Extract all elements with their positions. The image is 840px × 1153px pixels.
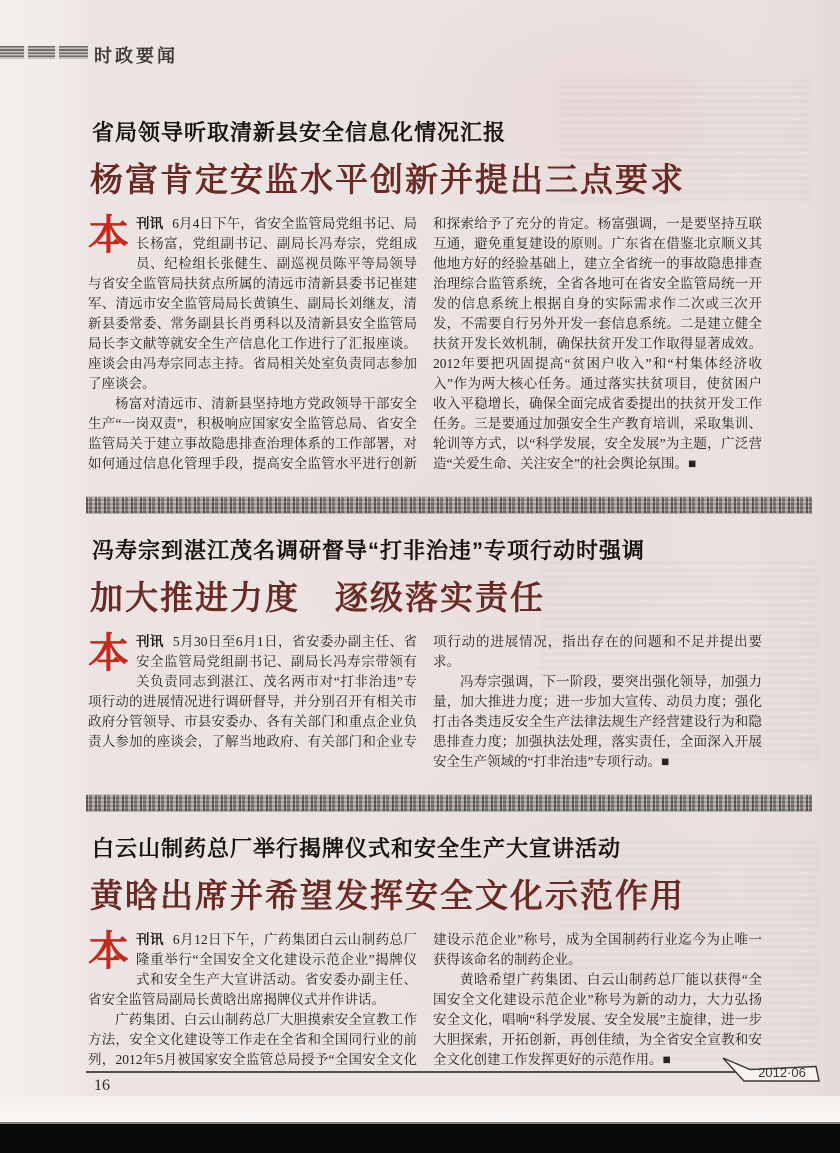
page-number: 16 [94, 1077, 110, 1094]
article-kicker: 白云山制药总厂举行揭牌仪式和安全生产大宣讲活动 [92, 836, 622, 861]
issue-tab [722, 1056, 824, 1084]
article-paragraph [88, 930, 417, 1010]
section-divider [86, 496, 812, 514]
article-body [88, 930, 762, 1070]
article-paragraph: 杨富对清远市、清新县坚持地方党政领导干部安全生产“一岗双责”，积极响应国家安全监管总局、省安全监管局关于建立事故隐患排查治理体系的工作部署，对如何通过信息化管理手段，提高安全监管水平进行创新和探索给予了充分的肯定。杨富强调，一是要坚持互联互通，避免重复建设的原则。广东省在借鉴北京顺义其他地方好的经验基础上，建立全省统一的事故隐患排查治理综合监管系统，全省各地可在省安全监管局统一开发的信息系统上根据自身的实际需求作二次或三次开发，不需要自行另外开发一套信息系统。二是建立健全扶贫开发长效机制，确保扶贫开发工作取得显著成效。2012年要把巩固提高“贫困户收入”和“村集体经济收入”作为两大核心任务。通过落实扶贫项目，使贫困户收入平稳增长，确保全面完成省委提出的扶贫开发工作任务。三是要通过加强安全生产教育培训，采取集训、轮训等方式，以“科学发展，安全发展”为主题，广泛营造“关爱生命、关注安全”的社会舆论氛围。■ [88, 216, 762, 471]
section-header-bar [0, 46, 88, 59]
article-2 [88, 534, 762, 772]
paragraph-text: 6月12日下午，广药集团白云山制药总厂隆重举行“全国安全文化建设示范企业”揭牌仪式和安全生产大宣讲活动。省安委办副主任、省安全监管局副局长黄晗出席揭牌仪式并作讲话。 [88, 932, 418, 1007]
dropcap: 本 [88, 928, 129, 974]
footer-rule [86, 1071, 770, 1073]
article-kicker: 冯寿宗到湛江茂名调研督导“打非治违”专项行动时强调 [92, 538, 646, 563]
article-headline: 杨富肯定安监水平创新并提出三点要求 [90, 163, 685, 199]
article-headline: 加大推进力度 逐级落实责任 [90, 581, 545, 617]
section-divider [86, 794, 812, 812]
scanner-background [0, 1124, 840, 1153]
section-title: 时政要闻 [94, 46, 178, 66]
issue-label: 2012·06 [758, 1065, 806, 1080]
article-kicker: 省局领导听取清新县安全信息化情况汇报 [92, 120, 507, 145]
page-bottom-edge [0, 1096, 840, 1124]
article-body [88, 632, 762, 772]
page-content [88, 116, 762, 1070]
article-1 [88, 116, 762, 474]
article-paragraph: 广药集团、白云山制药总厂大胆摸索安全宣教工作方法，安全文化建设等工作走在全省和全国同行业的前列，2012年5月被国家安全监管总局授予“全国安全文化建设示范企业”称号，成为全国制药行业迄今为止唯一获得该命名的制药企业。 [88, 932, 762, 1067]
article-headline: 黄晗出席并希望发挥安全文化示范作用 [90, 879, 685, 915]
article-paragraph [88, 214, 417, 394]
article-body [88, 214, 762, 474]
article-3 [88, 832, 762, 1070]
paragraph-text: 6月4日下午，省安全监管局党组书记、局长杨富，党组副书记、副局长冯寿宗，党组成员、纪检组长张健生、副巡视员陈平等局领导与省安全监管局扶贫点所属的清远市清新县委书记崔建军、清远市安全监管局局长黄镇生、副局长刘继友，清新县委常委、常务副县长肖勇科以及清新县安全监管局局长李文献等就安全生产信息化工作进行了汇报座谈。座谈会由冯寿宗同志主持。省局相关处室负责同志参加了座谈会。 [88, 216, 418, 391]
article-paragraph: 冯寿宗强调，下一阶段，要突出强化领导，加强力量，加大推进力度；进一步加大宣传、动员力度；强化打击各类违反安全生产法律法规生产经营建设行为和隐患排查力度；加强执法处理，落实责任，全面深入开展安全生产领域的“打非治违”专项行动。■ [433, 674, 762, 769]
article-paragraph: 黄晗希望广药集团、白云山制药总厂能以获得“全国安全文化建设示范企业”称号为新的动力，大力弘扬安全文化，唱响“科学发展、安全发展”主旋律，进一步大胆探索，开拓创新，再创佳绩，为全省安全宣教和安全文化创建工作发挥更好的示范作用。■ [433, 972, 762, 1067]
paragraph-text: 5月30日至6月1日，省安委办副主任、省安全监管局党组副书记、副局长冯寿宗带领有关负责同志到湛江、茂名两市对“打非治违”专项行动的进展情况进行调研督导，并分别召开有相关市政府分管领导、市县安委办、各有关部门和重点企业负责人参加的座谈会，了解当地政府、有关部门和企业专项行动的进展情况，指出存在的问题和不足并提出要求。 [88, 634, 762, 749]
lead-label: 刊讯 [136, 634, 164, 649]
lead-label: 刊讯 [136, 216, 164, 231]
lead-label: 刊讯 [136, 932, 164, 947]
dropcap: 本 [88, 212, 129, 258]
dropcap: 本 [88, 630, 129, 676]
